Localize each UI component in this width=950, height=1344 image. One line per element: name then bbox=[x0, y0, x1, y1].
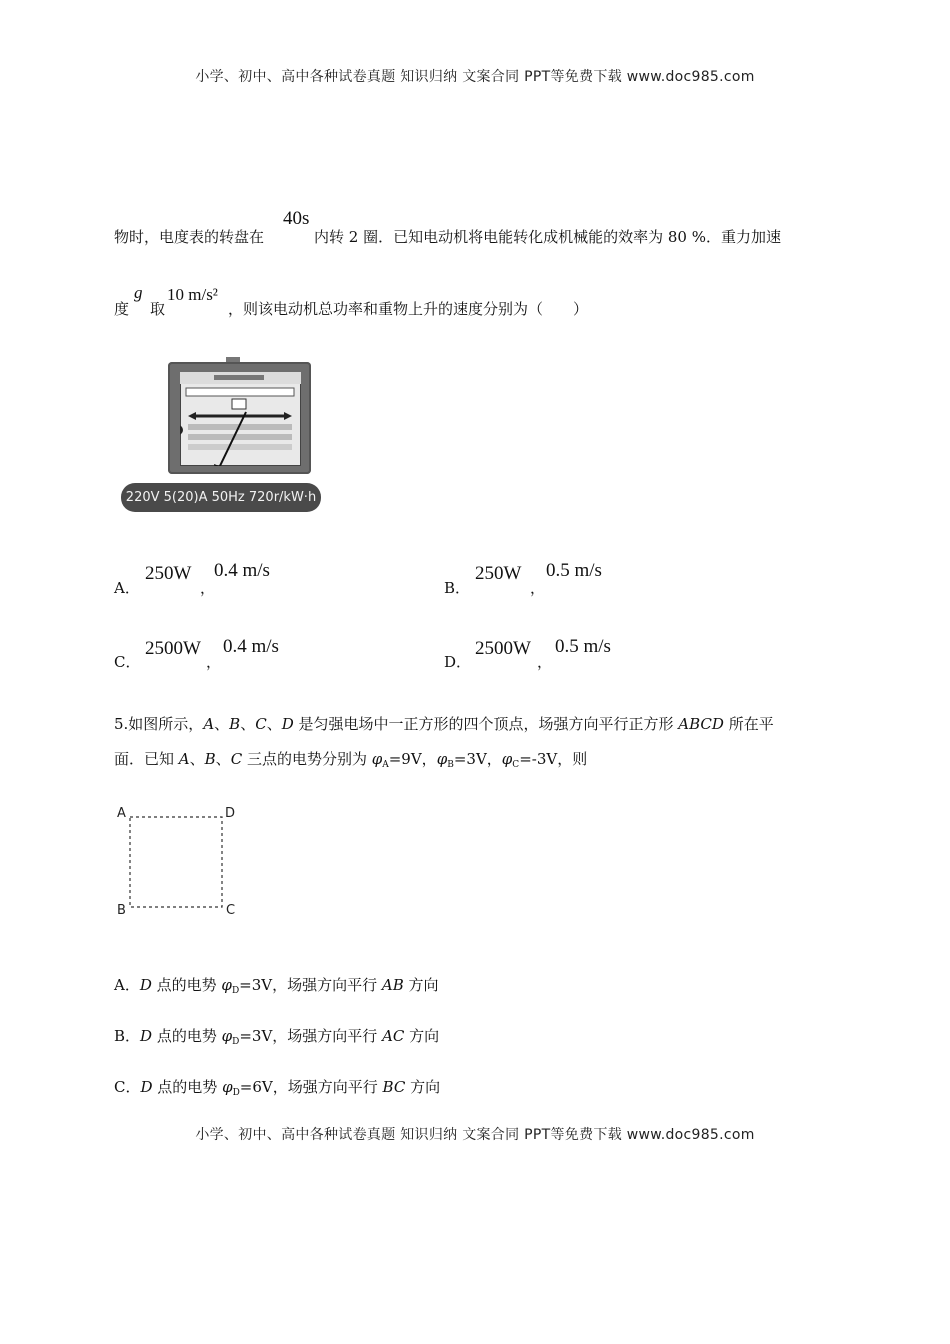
q4-option-a-letter: A． bbox=[114, 579, 140, 597]
q4-option-b-letter: B． bbox=[444, 579, 471, 597]
q5-line2: 面．已知 A、B、C 三点的电势分别为 $\varphi_A=9V$，$\varphi_B=3V$，$\varphi_C=-3V$，则 bbox=[114, 750, 588, 770]
q4-option-d-power: 2500W bbox=[475, 638, 531, 659]
q5-line1: 5.如图所示，A、B、C、D 是匀强电场中一正方形的四个顶点，场强方向平行正方形 ABCD 所在平 bbox=[114, 715, 774, 733]
q4-option-a-speed: 0.4 m/s bbox=[214, 560, 270, 581]
q4-line2-pre: 度 bbox=[114, 300, 130, 318]
q4-line1-post: 内转 2 圈．已知电动机将电能转化成机械能的效率为 80 %．重力加速 bbox=[314, 228, 781, 246]
q4-option-b-speed: 0.5 m/s bbox=[546, 560, 602, 581]
q4-option-c-sep: ， bbox=[206, 653, 222, 671]
q5-option-a: A．D 点的电势 $\varphi_D=3V$，场强方向平行 AB 方向 bbox=[114, 976, 439, 996]
q4-option-a-power: 250W bbox=[145, 563, 192, 584]
q4-accel-math: 10 m/s² bbox=[167, 285, 218, 304]
q5-number: 5.如图所示， bbox=[114, 715, 204, 733]
q4-time-math: 40s bbox=[283, 208, 310, 229]
square-label-b: B bbox=[117, 903, 126, 918]
q4-g-symbol: g bbox=[134, 283, 143, 302]
q4-option-d-speed: 0.5 m/s bbox=[555, 636, 611, 657]
q4-option-d-sep: ， bbox=[537, 653, 553, 671]
q4-option-a-sep: ， bbox=[200, 579, 216, 597]
q5-option-b: B．D 点的电势 $\varphi_D=3V$，场强方向平行 AC 方向 bbox=[114, 1027, 440, 1047]
page-footer: 小学、初中、高中各种试卷真题 知识归纳 文案合同 PPT等免费下载 www.doc985.com bbox=[195, 1127, 755, 1143]
q4-option-c-speed: 0.4 m/s bbox=[223, 636, 279, 657]
square-label-d: D bbox=[225, 806, 236, 821]
q4-line1-pre: 物时，电度表的转盘在 bbox=[114, 228, 265, 246]
q4-option-b-sep: ， bbox=[530, 579, 546, 597]
q4-option-c-power: 2500W bbox=[145, 638, 201, 659]
square-label-a: A bbox=[117, 806, 126, 821]
square-label-c: C bbox=[226, 903, 236, 918]
meter-face-drawing bbox=[180, 372, 301, 466]
q4-line2-qu: 取 bbox=[150, 300, 166, 318]
q4-option-c-letter: C． bbox=[114, 653, 141, 671]
meter-rating-label: 220V 5(20)A 50Hz 720r/kW·h bbox=[121, 483, 321, 512]
page-header: 小学、初中、高中各种试卷真题 知识归纳 文案合同 PPT等免费下载 www.doc985.com bbox=[195, 69, 755, 85]
q4-line1 bbox=[114, 227, 264, 247]
q4-line2-post: ，则该电动机总功率和重物上升的速度分别为（ ） bbox=[228, 300, 589, 318]
q5-option-c: C．D 点的电势 $\varphi_D=6V$，场强方向平行 BC 方向 bbox=[114, 1078, 441, 1098]
q4-option-b-power: 250W bbox=[475, 563, 522, 584]
q4-option-d-letter: D． bbox=[444, 653, 472, 671]
